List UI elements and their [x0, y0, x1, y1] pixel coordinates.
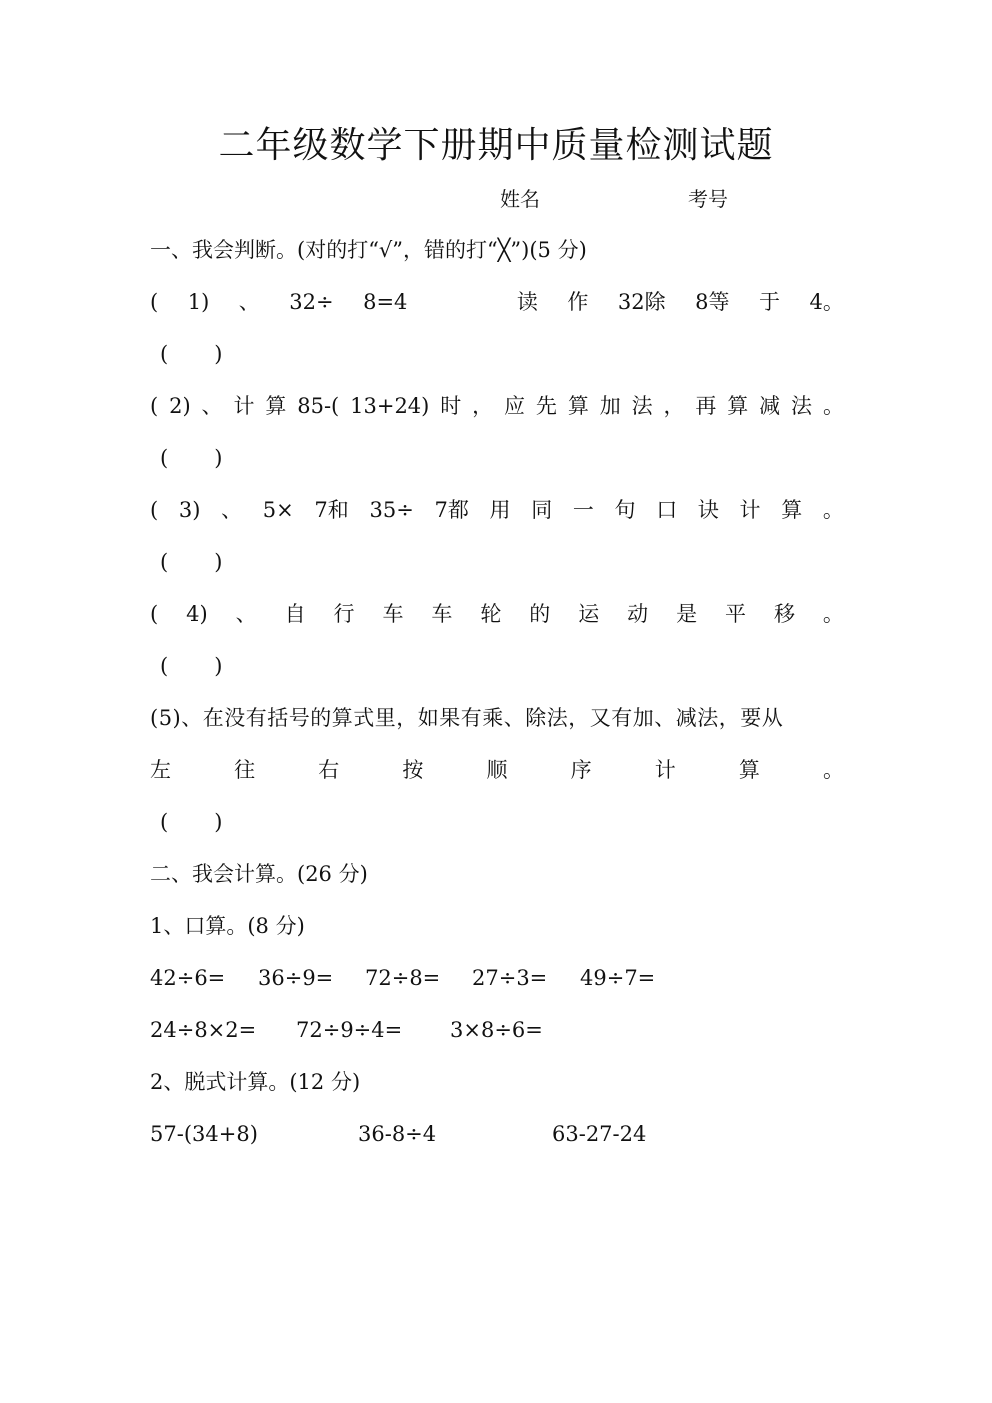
q3-part: 句 — [614, 498, 636, 522]
q4-part: 4) — [186, 602, 208, 626]
q5-part: 往 — [234, 758, 256, 782]
q4-part: 车 — [382, 602, 404, 626]
q1-part: 作 — [567, 290, 589, 314]
q4-part: 运 — [578, 602, 600, 626]
oral-problem: 27÷3= — [472, 966, 548, 990]
q2-part: 再 — [695, 394, 717, 418]
q4-part: 移 — [773, 602, 795, 626]
q1-part: ( — [150, 290, 159, 314]
written-problem: 36-8÷4 — [358, 1122, 437, 1146]
q2-part: 法 — [791, 394, 813, 418]
q5-part: 左 — [150, 758, 171, 782]
q4-part: 、 — [235, 602, 257, 626]
written-problem: 63-27-24 — [552, 1122, 647, 1146]
section2-heading: 二、我会计算。(26 分) — [150, 862, 368, 886]
q2-part: 。 — [822, 394, 844, 418]
q5-part: 算 — [738, 758, 760, 782]
q3-part: 7和 — [314, 498, 349, 522]
q2-part: 计 — [233, 394, 255, 418]
question-4 — [150, 598, 844, 630]
q4-part: 自 — [284, 602, 306, 626]
q2-part: 算 — [265, 394, 287, 418]
q1-part: 读 — [516, 290, 538, 314]
q4-part: 。 — [822, 602, 844, 626]
q3-part: 3) — [178, 498, 201, 522]
oral-problem: 42÷6= — [150, 966, 226, 990]
question-3 — [150, 494, 844, 526]
q2-part: 13+24) — [350, 394, 430, 418]
written-calc-heading: 2、脱式计算。(12 分) — [150, 1070, 361, 1094]
q5-part: 序 — [570, 758, 592, 782]
name-label: 姓名 — [500, 187, 540, 211]
question-1 — [150, 286, 844, 318]
q4-part: 是 — [676, 602, 698, 626]
answer-blank-4[interactable]: ( ) — [160, 654, 223, 678]
q1-part: 、 — [238, 290, 260, 314]
q2-part: 应 — [504, 394, 526, 418]
answer-blank-1[interactable]: ( ) — [160, 342, 223, 366]
q4-part: 车 — [431, 602, 453, 626]
q2-part: 85-( — [297, 394, 340, 418]
question-5-line1: (5)、在没有括号的算式里，如果有乘、除法，又有加、减法，要从 — [150, 706, 784, 730]
oral-calc-heading: 1、口算。(8 分) — [150, 914, 305, 938]
q3-part: 一 — [572, 498, 594, 522]
q1-part: 8=4 — [363, 290, 408, 314]
answer-blank-2[interactable]: ( ) — [160, 446, 223, 470]
q1-part: 4。 — [809, 290, 844, 314]
q1-part: 于 — [759, 290, 781, 314]
q2-part: 时 — [440, 394, 462, 418]
q1-part: 1) — [187, 290, 210, 314]
q4-part: 动 — [627, 602, 649, 626]
q5-part: 按 — [402, 758, 424, 782]
q5-part: 顺 — [486, 758, 508, 782]
answer-blank-5[interactable]: ( ) — [160, 810, 223, 834]
q5-part: 。 — [823, 758, 844, 782]
q3-part: 5× — [262, 498, 294, 522]
q3-part: 7都 — [434, 498, 469, 522]
oral-problem: 3×8÷6= — [450, 1018, 543, 1042]
q3-part: 口 — [656, 498, 678, 522]
oral-problem: 36÷9= — [258, 966, 334, 990]
oral-problem: 72÷8= — [365, 966, 441, 990]
q5-part: 计 — [654, 758, 676, 782]
q1-part: 32除 — [617, 290, 666, 314]
q2-part: 算 — [727, 394, 749, 418]
q2-part: 法 — [631, 394, 653, 418]
q1-part: 8等 — [695, 290, 730, 314]
section1-heading: 一、我会判断。(对的打“√”，错的打“╳”)(5 分) — [150, 238, 587, 262]
q3-part: ( — [150, 498, 159, 522]
q2-part: 减 — [759, 394, 781, 418]
oral-problem: 72÷9÷4= — [296, 1018, 403, 1042]
answer-blank-3[interactable]: ( ) — [160, 550, 223, 574]
q4-part: ( — [150, 602, 159, 626]
q1-part: 32÷ — [289, 290, 334, 314]
q4-part: 轮 — [480, 602, 502, 626]
q3-part: 算 — [781, 498, 803, 522]
q4-part: 的 — [529, 602, 551, 626]
q2-part: 加 — [599, 394, 621, 418]
written-problem: 57-(34+8) — [150, 1122, 258, 1146]
q2-part: ， — [472, 394, 494, 418]
q3-part: 计 — [739, 498, 761, 522]
q5-part: 右 — [318, 758, 340, 782]
oral-problem: 49÷7= — [580, 966, 656, 990]
q3-part: 35÷ — [369, 498, 414, 522]
exam-number-label: 考号 — [688, 187, 728, 211]
question-5-line2 — [150, 754, 844, 786]
q3-part: 用 — [489, 498, 511, 522]
oral-problem: 24÷8×2= — [150, 1018, 257, 1042]
question-2 — [150, 390, 844, 422]
q3-part: 同 — [531, 498, 553, 522]
q2-part: 算 — [567, 394, 589, 418]
q2-part: 2) — [169, 394, 191, 418]
q4-part: 平 — [725, 602, 747, 626]
q2-part: 先 — [535, 394, 557, 418]
page-title: 二年级数学下册期中质量检测试题 — [218, 125, 774, 166]
q4-part: 行 — [333, 602, 355, 626]
q3-part: 诀 — [697, 498, 719, 522]
q2-part: 、 — [201, 394, 223, 418]
q3-part: 、 — [221, 498, 243, 522]
q3-part: 。 — [822, 498, 844, 522]
q2-part: ， — [663, 394, 685, 418]
q2-part: ( — [150, 394, 159, 418]
